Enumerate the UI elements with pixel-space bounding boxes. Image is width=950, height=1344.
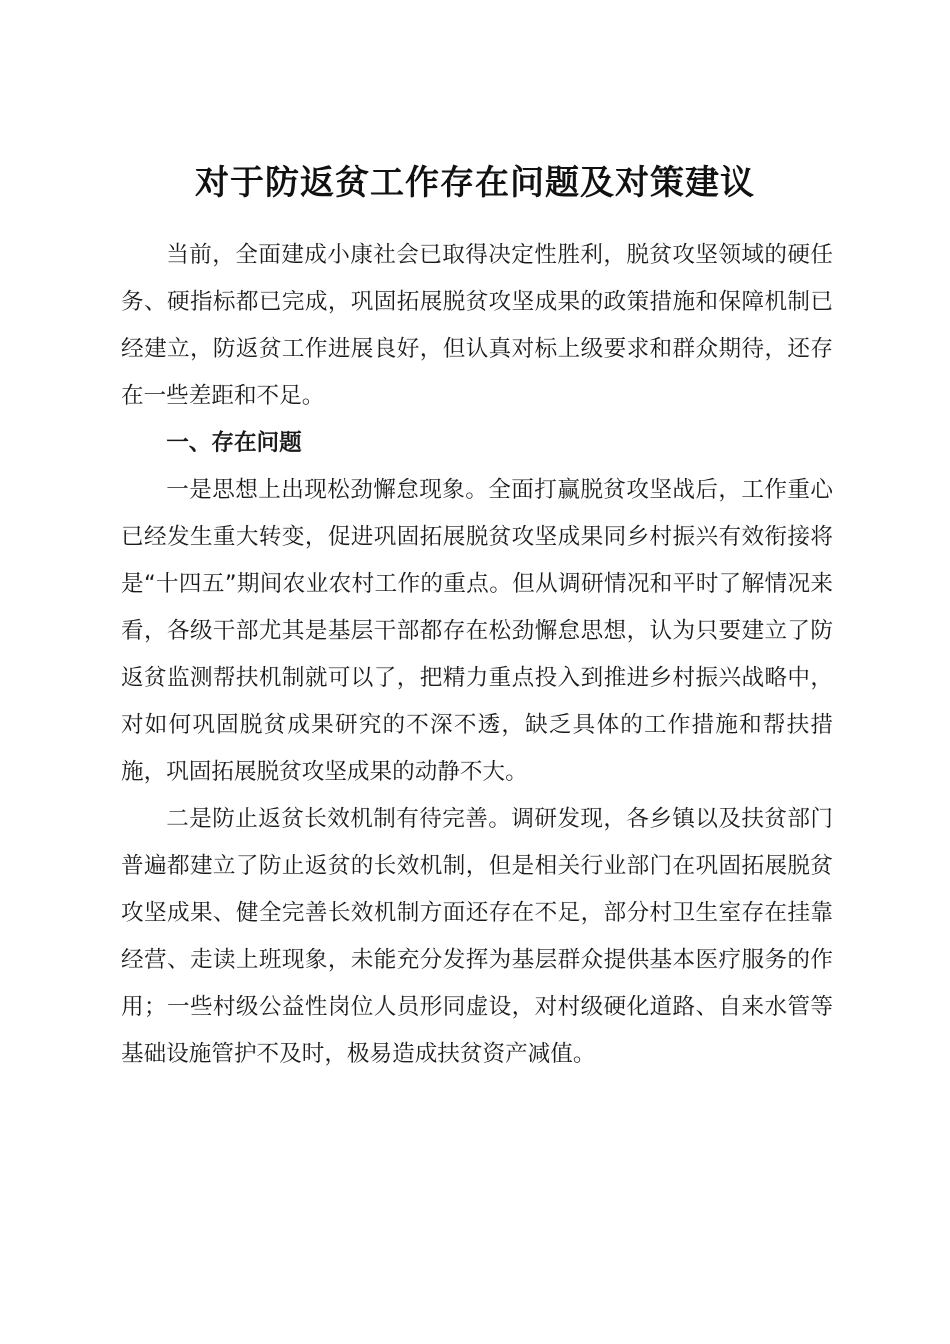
problem-paragraph-2 xyxy=(121,796,833,1078)
intro-paragraph: 当前，全面建成小康社会已取得决定性胜利，脱贫攻坚领域的硬任务、硬指标都已完成，巩固拓展脱贫攻坚成果的政策措施和保障机制已经建立，防返贫工作进展良好，但认真对标上级要求和群众期待，还存在一些差距和不足。 xyxy=(121,242,833,409)
section-heading-problems: 一、存在问题 xyxy=(166,430,302,456)
document-body xyxy=(121,232,833,1078)
problem-2-text: 调研发现，各乡镇以及扶贫部门普遍都建立了防止返贫的长效机制，但是相关行业部门在巩固拓展脱贫攻坚成果、健全完善长效机制方面还存在不足，部分村卫生室存在挂靠经营、走读上班现象，未能充分发挥为基层群众提供基本医疗服务的作用；一些村级公益性岗位人员形同虚设，对村级硬化道路、自来水管等基础设施管护不及时，极易造成扶贫资产减值。 xyxy=(121,806,834,1067)
document-title: 对于防返贫工作存在问题及对策建议 xyxy=(195,162,755,203)
problem-paragraph-1 xyxy=(121,467,833,796)
problem-1-text: 全面打赢脱贫攻坚战后，工作重心已经发生重大转变，促进巩固拓展脱贫攻坚成果同乡村振兴有效衔接将是“十四五”期间农业农村工作的重点。但从调研情况和平时了解情况来看，各级干部尤其是基层干部都存在松劲懈怠思想，认为只要建立了防返贫监测帮扶机制就可以了，把精力重点投入到推进乡村振兴战略中，对如何巩固脱贫成果研究的不深不透，缺乏具体的工作措施和帮扶措施，巩固拓展脱贫攻坚成果的动静不大。 xyxy=(121,477,833,785)
problem-2-lead: 二是防止返贫长效机制有待完善。 xyxy=(166,806,512,832)
problem-1-lead: 一是思想上出现松劲懈怠现象。 xyxy=(166,477,489,503)
